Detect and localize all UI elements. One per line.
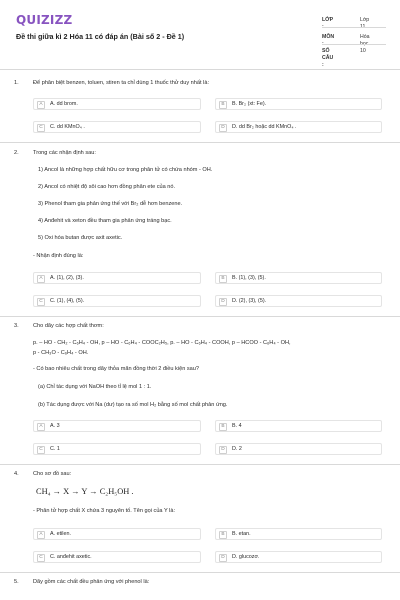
option-text: D. glucozơ. xyxy=(232,554,260,560)
option-c[interactable] xyxy=(33,551,201,563)
condition-line: (a) Chỉ tác dụng với NaOH theo tỉ lệ mol 1 : 1. xyxy=(38,384,152,390)
option-a[interactable] xyxy=(33,98,201,110)
option-text: D. 2 xyxy=(232,446,242,452)
question-divider xyxy=(0,316,400,317)
option-text: C. dd KMnO₄ . xyxy=(50,124,85,130)
question-prompt: - Nhận định đúng là: xyxy=(33,253,84,259)
option-letter: B xyxy=(219,101,227,109)
question-divider xyxy=(0,142,400,143)
option-a[interactable] xyxy=(33,528,201,540)
option-letter: D xyxy=(219,298,227,306)
meta-class-value: Lớp xyxy=(360,17,370,23)
reaction-scheme: CH₄ → X → Y → C₂H₅OH . xyxy=(36,487,134,496)
question-text: Cho sơ đồ sau: xyxy=(33,471,72,477)
meta-count-value: 10 xyxy=(360,48,366,54)
meta-divider xyxy=(322,44,386,45)
question-number: 4. xyxy=(14,471,19,477)
statement-line: 5) Oxi hóa butan được axit axetic. xyxy=(38,235,123,241)
worksheet-header xyxy=(0,0,400,69)
option-c[interactable] xyxy=(33,295,201,307)
question-divider xyxy=(0,572,400,573)
question-number: 2. xyxy=(14,150,19,156)
option-a[interactable] xyxy=(33,272,201,284)
option-d[interactable] xyxy=(215,443,382,455)
option-text: A. 3 xyxy=(50,423,60,429)
option-text: A. (1), (2), (3). xyxy=(50,275,84,281)
option-text: C. anđehit axetic. xyxy=(50,554,92,560)
question-number: 5. xyxy=(14,579,19,585)
condition-line: (b) Tác dụng được với Na (dư) tạo ra số mol H₂ bằng số mol chất phản ứng. xyxy=(38,402,228,408)
meta-count-key: SỐ CÂU : xyxy=(322,48,334,69)
option-letter: A xyxy=(37,101,45,109)
question-prompt: - Phân tử hợp chất X chứa 3 nguyên tố. Tên gọi của Y là: xyxy=(33,508,176,514)
option-text: C. 1 xyxy=(50,446,60,452)
formula-line: p - CH₃O - C₆H₄ - OH. xyxy=(33,350,89,356)
option-text: B. 4 xyxy=(232,423,242,429)
header-divider xyxy=(0,69,400,70)
option-letter: B xyxy=(219,275,227,283)
statement-line: 2) Ancol có nhiệt độ sôi cao hơn đồng phân ete của nó. xyxy=(38,184,176,190)
option-text: D. dd Br₂ hoặc dd KMnO₄ . xyxy=(232,124,297,130)
question-number: 1. xyxy=(14,80,19,86)
question-text: Dãy gồm các chất đều phản ứng với phenol là: xyxy=(33,579,150,585)
option-letter: D xyxy=(219,124,227,132)
option-letter: C xyxy=(37,298,45,306)
statement-line: 3) Phenol tham gia phản ứng thế với Br₂ dễ hơn benzene. xyxy=(38,201,183,207)
option-text: B. Br₂ (xt: Fe). xyxy=(232,101,267,107)
option-letter: A xyxy=(37,531,45,539)
option-letter: A xyxy=(37,423,45,431)
statement-line: 4) Anđehit và xeton đều tham gia phản ứng tráng bạc. xyxy=(38,218,172,224)
option-d[interactable] xyxy=(215,551,382,563)
option-text: C. (1), (4), (5). xyxy=(50,298,85,304)
option-letter: C xyxy=(37,554,45,562)
question-prompt: - Có bao nhiêu chất trong dãy thỏa mãn đồng thời 2 điều kiện sau? xyxy=(33,366,199,372)
question-text: Trong các nhận định sau: xyxy=(33,150,96,156)
option-text: B. (1), (3), (5). xyxy=(232,275,266,281)
meta-subject-key: MÔN xyxy=(322,34,335,40)
option-c[interactable] xyxy=(33,443,201,455)
option-d[interactable] xyxy=(215,121,382,133)
option-text: B. etan. xyxy=(232,531,251,537)
option-letter: C xyxy=(37,124,45,132)
statement-line: 1) Ancol là những hợp chất hữu cơ trong phân tử có chứa nhóm - OH. xyxy=(38,167,213,173)
option-text: A. etilen. xyxy=(50,531,71,537)
option-c[interactable] xyxy=(33,121,201,133)
option-letter: B xyxy=(219,531,227,539)
option-d[interactable] xyxy=(215,295,382,307)
option-b[interactable] xyxy=(215,98,382,110)
option-text: D. (2), (3), (5). xyxy=(232,298,267,304)
option-letter: C xyxy=(37,446,45,454)
page-title: Đề thi giữa kì 2 Hóa 11 có đáp án (Bài số 2 - Đề 1) xyxy=(16,32,185,41)
option-letter: D xyxy=(219,554,227,562)
meta-class-key: LỚP xyxy=(322,17,333,23)
option-a[interactable] xyxy=(33,420,201,432)
option-b[interactable] xyxy=(215,528,382,540)
option-letter: B xyxy=(219,423,227,431)
question-text: Để phân biệt benzen, toluen, stiren ta chỉ dùng 1 thuốc thử duy nhất là: xyxy=(33,80,210,86)
option-b[interactable] xyxy=(215,420,382,432)
question-text: Cho dãy các hợp chất thơm: xyxy=(33,323,104,329)
meta-subject-value: Hóa xyxy=(360,34,370,40)
option-letter: A xyxy=(37,275,45,283)
option-letter: D xyxy=(219,446,227,454)
option-b[interactable] xyxy=(215,272,382,284)
question-divider xyxy=(0,464,400,465)
question-number: 3. xyxy=(14,323,19,329)
quizizz-logo: QUIZIZZ xyxy=(16,13,73,27)
formula-line: p. – HO - CH₂ - C₆H₄ - OH, p – HO - C₆H₄ - COOC₂H₅, p. – HO - C₆H₄ - COOH, p – HCOO - C₆H₄ - OH, xyxy=(33,340,291,346)
option-text: A. dd brom. xyxy=(50,101,78,107)
meta-divider xyxy=(322,27,386,28)
